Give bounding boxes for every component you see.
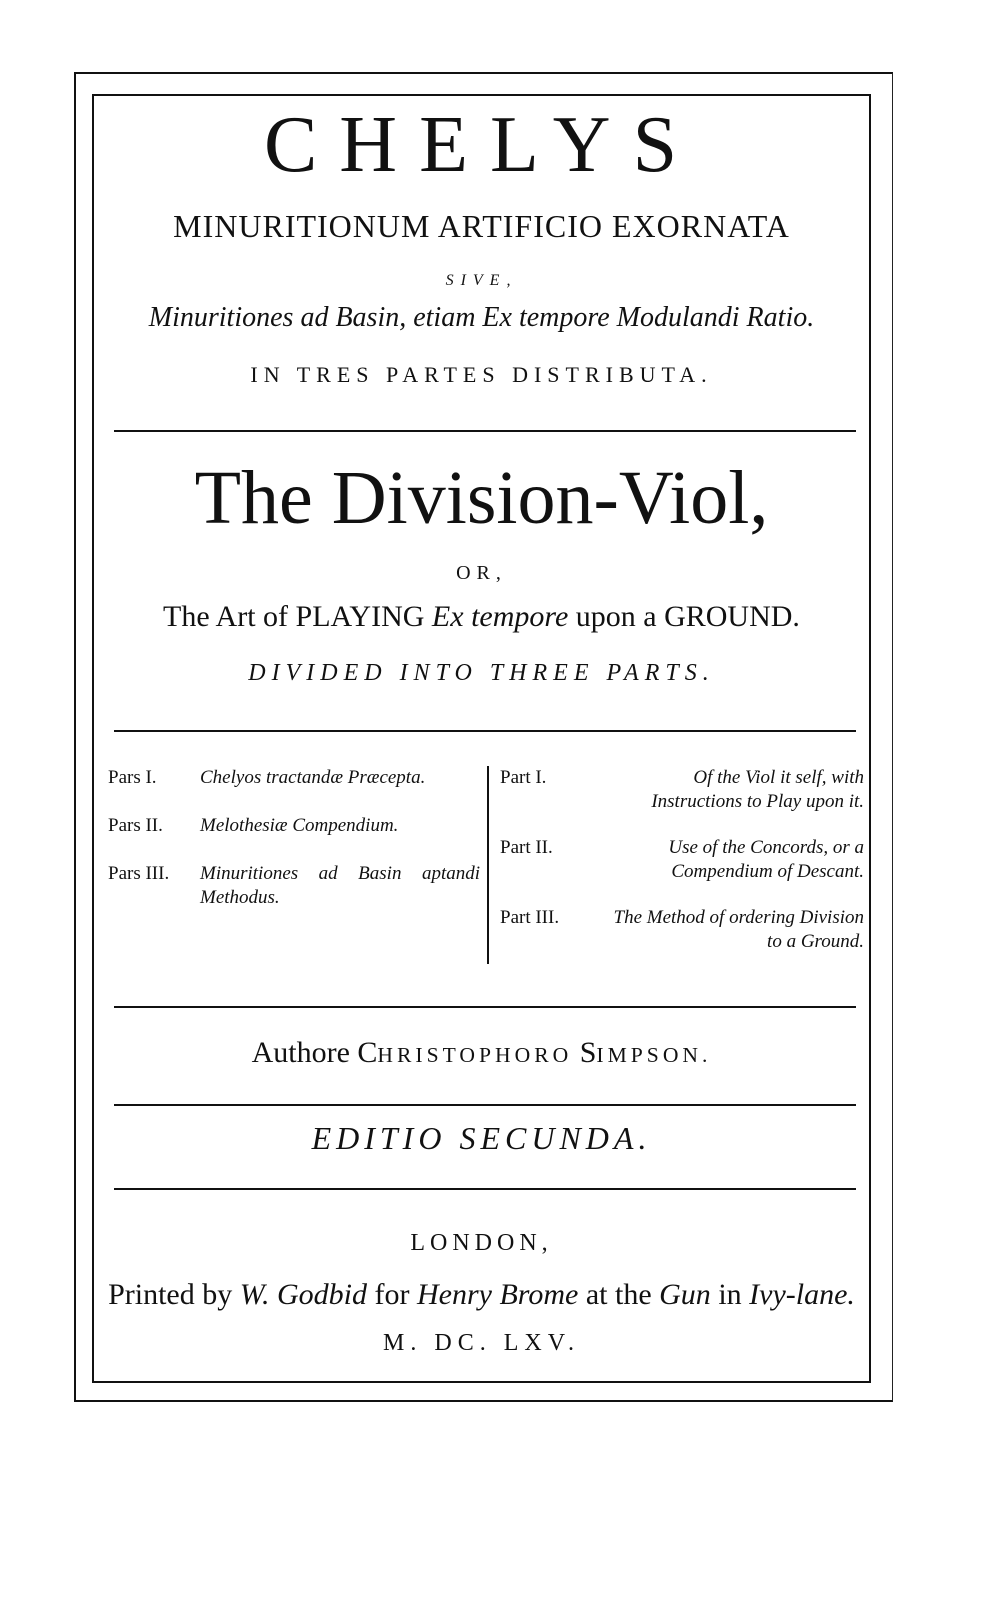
divider-rule: [114, 1006, 856, 1008]
imprint-part: Printed by: [108, 1278, 240, 1311]
part-label: Part II.: [500, 837, 553, 858]
english-subtitle: [92, 600, 871, 634]
author-name-part: C: [357, 1036, 378, 1069]
edition-line: EDITIO SECUNDA.: [311, 1120, 652, 1156]
english-part-entry: [500, 836, 864, 884]
part-description: Of the Viol it self, with Instructions to Play upon it.: [651, 767, 864, 812]
imprint-city: LONDON,: [410, 1230, 553, 1256]
author-name-part: S: [579, 1036, 597, 1069]
imprint-part: in: [710, 1278, 750, 1311]
imprint-part: for: [367, 1278, 417, 1311]
imprint-part: at the: [578, 1278, 660, 1311]
part-label: Part I.: [500, 767, 547, 788]
latin-parts-line: IN TRES PARTES DISTRIBUTA.: [250, 362, 713, 387]
imprint-year: M. DC. LXV.: [383, 1330, 580, 1356]
subtitle-part: The Art of: [163, 600, 296, 633]
latin-subtitle: MINURITIONUM ARTIFICIO EXORNATA: [173, 208, 790, 244]
latin-title: CHELYS: [263, 101, 700, 189]
imprint-part: Henry Brome: [416, 1278, 579, 1311]
english-parts-line: DIVIDED INTO THREE PARTS.: [248, 660, 715, 686]
part-label: Part III.: [500, 907, 560, 928]
latin-parts-column: [108, 766, 480, 932]
subtitle-part: PLAYING: [295, 600, 425, 633]
author-prefix: Authore: [251, 1036, 358, 1069]
imprint-part: Gun: [659, 1278, 711, 1311]
author-name-part: IMPSON.: [596, 1043, 712, 1067]
divider-rule: [114, 1104, 856, 1106]
imprint-part: Ivy-lane.: [749, 1278, 855, 1311]
part-label: Pars II.: [108, 815, 163, 836]
part-description: Chelyos tractandæ Præcepta.: [200, 767, 426, 788]
imprint-printer-line: [92, 1278, 871, 1312]
part-description: Minuritiones ad Basin aptandi Methodus.: [200, 863, 480, 908]
part-description: Use of the Concords, or a Compendium of Descant.: [668, 837, 864, 882]
author-line: [92, 1036, 871, 1070]
english-title: The Division-Viol,: [194, 456, 769, 540]
english-parts-column: [500, 766, 864, 976]
part-label: Pars III.: [108, 863, 170, 884]
english-part-entry: [500, 766, 864, 814]
latin-part-entry: [108, 862, 480, 910]
subtitle-part: upon a: [568, 600, 665, 633]
english-part-entry: [500, 906, 864, 954]
subtitle-part: GROUND.: [664, 600, 800, 633]
or-conjunction: OR,: [456, 562, 507, 584]
part-label: Pars I.: [108, 767, 157, 788]
divider-rule: [114, 1188, 856, 1190]
sive-conjunction: SIVE,: [445, 272, 518, 289]
column-divider: [487, 766, 489, 964]
part-description: Melothesiæ Compendium.: [200, 815, 399, 836]
part-description: The Method of ordering Division to a Ground.: [613, 907, 864, 952]
divider-rule: [114, 430, 856, 432]
latin-part-entry: [108, 766, 480, 790]
author-name-part: HRISTOPHORO: [377, 1043, 573, 1067]
divider-rule: [114, 730, 856, 732]
latin-alternate-title: Minuritiones ad Basin, etiam Ex tempore Modulandi Ratio.: [148, 302, 815, 333]
imprint-part: W. Godbid: [239, 1278, 367, 1311]
subtitle-part: Ex tempore: [424, 600, 569, 633]
latin-part-entry: [108, 814, 480, 838]
